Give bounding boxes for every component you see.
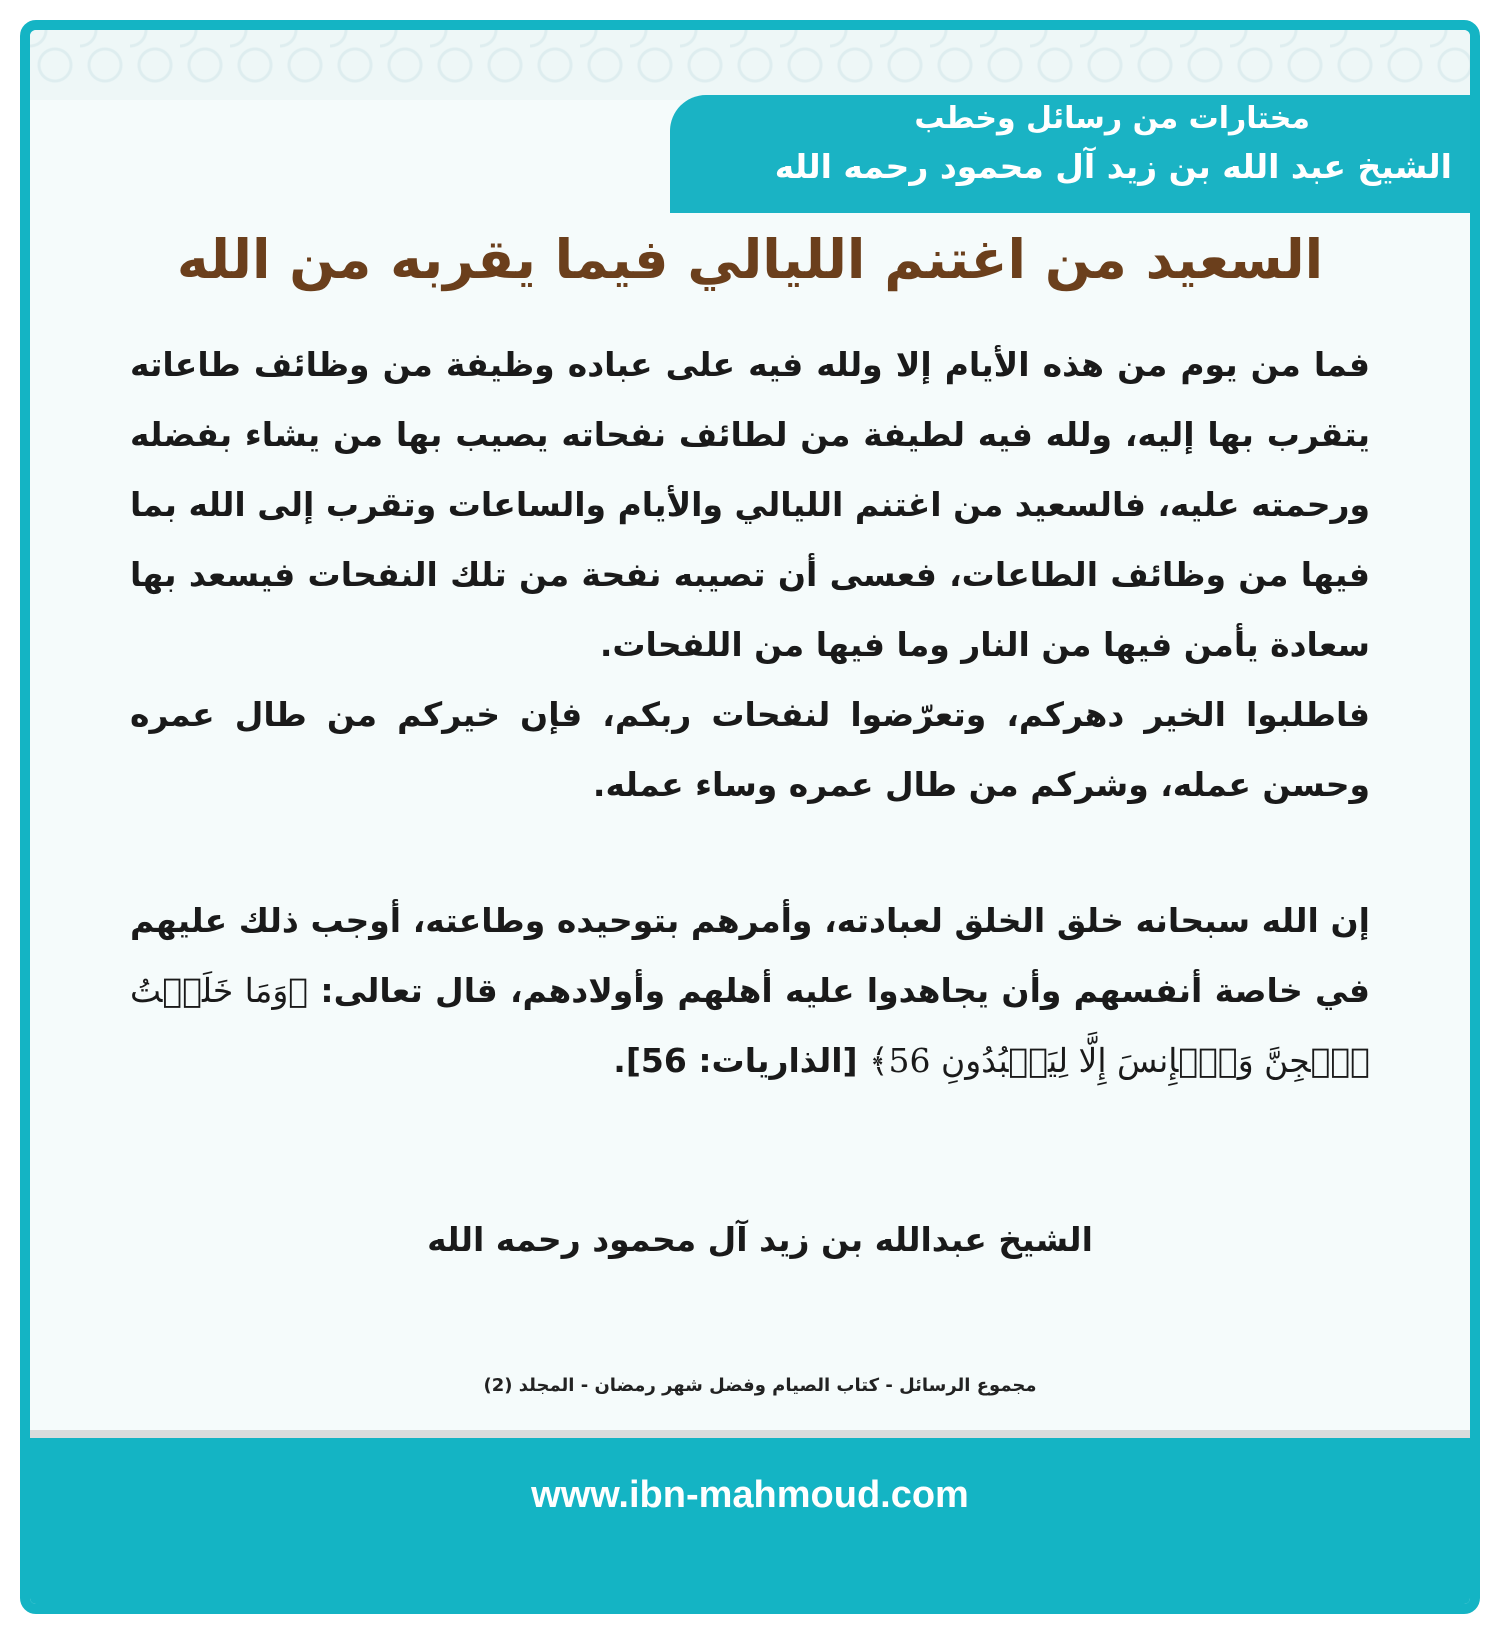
website-link[interactable]: www.ibn-mahmoud.com (531, 1474, 969, 1516)
quran-verse: ﴿وَمَا خَلَقۡتُ ٱلۡجِنَّ وَٱلۡإِنسَ إِلَّا لِيَعۡبُدُونِ 56﴾ (130, 971, 1370, 1080)
decorative-pattern (30, 30, 1470, 100)
paragraph-3 (130, 886, 1370, 1096)
source-citation: مجموع الرسائل - كتاب الصيام وفضل شهر رمضان - المجلد (2) (483, 1375, 1037, 1396)
article-body (130, 330, 1370, 1096)
page-title: السعيد من اغتنم الليالي فيما يقربه من الله (176, 228, 1324, 291)
verse-reference: [الذاريات: 56]. (613, 1041, 858, 1080)
paragraph-2: فاطلبوا الخير دهركم، وتعرّضوا لنفحات ربكم، فإن خيركم من طال عمره وحسن عمله، وشركم من طال عمره وساء عمله. (130, 695, 1370, 804)
footer-bar (30, 1438, 1470, 1614)
header-author-name: الشيخ عبد الله بن زيد آل محمود رحمه الله (774, 147, 1452, 186)
author-signature: الشيخ عبدالله بن زيد آل محمود رحمه الله (427, 1220, 1093, 1259)
paragraph-1: فما من يوم من هذه الأيام إلا ولله فيه على عباده وظيفة من وظائف طاعاته يتقرب بها إليه، ولله فيه لطيفة من لطائف نفحاته يصيب بها من يشاء بفضله ورحمته عليه، فالسعيد من اغتنم الليالي والأيام والساعات وتقرب إلى الله بما فيها من وظائف الطاعات، فعسى أن تصيبه نفحة من تلك النفحات فيسعد بها سعادة يأمن فيها من النار وما فيها من اللفحات. (130, 345, 1370, 664)
header-banner (670, 95, 1470, 213)
paragraph-3-intro: إن الله سبحانه خلق الخلق لعبادته، وأمرهم بتوحيده وطاعته، أوجب ذلك عليهم في خاصة أنفسهم وأن يجاهدوا عليه أهلهم وأولادهم، قال تعالى: (130, 901, 1371, 1010)
paragraph-gap (130, 820, 1370, 886)
header-series-title: مختارات من رسائل وخطب (914, 101, 1310, 136)
card-frame (20, 20, 1480, 1614)
footer-divider (30, 1430, 1470, 1438)
